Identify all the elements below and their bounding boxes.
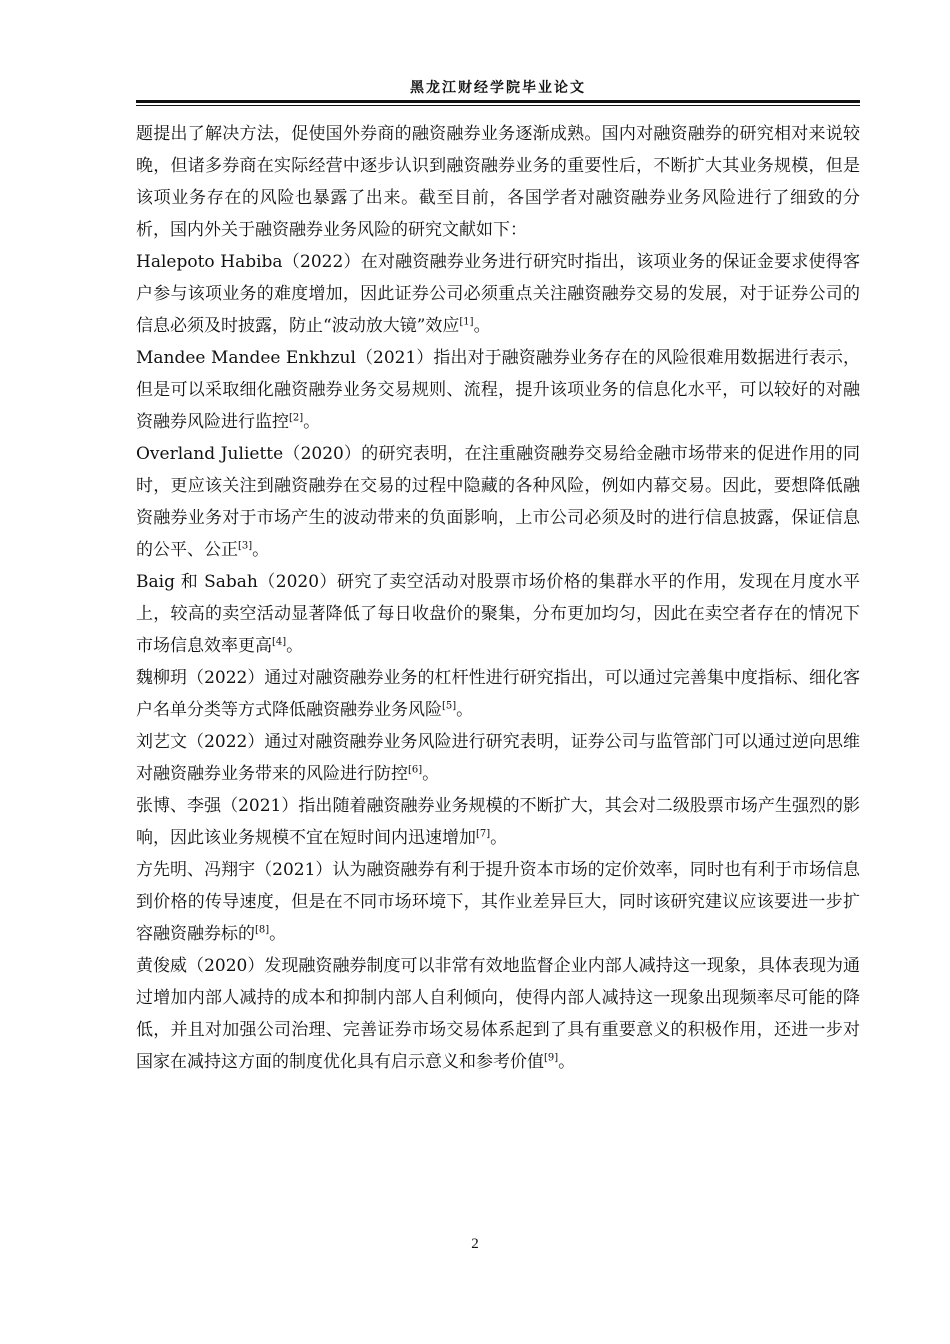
paragraph-end: 。 xyxy=(456,700,474,720)
citation-mark: [1] xyxy=(459,316,474,328)
paragraph-ref-9 xyxy=(136,950,860,1078)
citation-mark: [3] xyxy=(238,540,253,552)
paragraph-end: 。 xyxy=(422,764,440,784)
paragraph-text: Overland Juliette（2020）的研究表明，在注重融资融券交易给金融市场带来的促进作用的同时，更应该关注到融资融券在交易的过程中隐藏的各种风险，例如内幕交易。因此，要想降低融资融券业务对于市场产生的波动带来的负面影响，上市公司必须及时的进行信息披露，保证信息的公平、公正 xyxy=(136,444,860,560)
citation-mark: [8] xyxy=(255,924,270,936)
paragraph-ref-8 xyxy=(136,854,860,950)
paragraph-intro xyxy=(136,118,860,246)
header-divider-thick xyxy=(136,100,860,103)
citation-mark: [6] xyxy=(408,764,423,776)
paragraph-ref-6 xyxy=(136,726,860,790)
paragraph-text: 方先明、冯翔宇（2021）认为融资融券有利于提升资本市场的定价效率，同时也有利于市场信息到价格的传导速度，但是在不同市场环境下，其作业差异巨大，同时该研究建议应该要进一步扩容融资融券标的 xyxy=(136,860,860,944)
paragraph-text: Mandee Mandee Enkhzul（2021）指出对于融资融券业务存在的风险很难用数据进行表示，但是可以采取细化融资融券业务交易规则、流程，提升该项业务的信息化水平，可以较好的对融资融券风险进行监控 xyxy=(136,348,860,432)
paragraph-text: Halepoto Habiba（2022）在对融资融券业务进行研究时指出，该项业务的保证金要求使得客户参与该项业务的难度增加，因此证券公司必须重点关注融资融券交易的发展，对于证券公司的信息必须及时披露，防止“波动放大镜”效应 xyxy=(136,252,860,336)
page-number: 2 xyxy=(471,1236,479,1252)
paragraph-ref-4 xyxy=(136,566,860,662)
citation-mark: [9] xyxy=(544,1052,559,1064)
paragraph-end: 。 xyxy=(252,540,270,560)
paragraph-end: 。 xyxy=(286,636,304,656)
paragraph-ref-7 xyxy=(136,790,860,854)
paragraph-ref-5 xyxy=(136,662,860,726)
citation-mark: [2] xyxy=(289,412,304,424)
paragraph-text: 张博、李强（2021）指出随着融资融券业务规模的不断扩大，其会对二级股票市场产生强烈的影响，因此该业务规模不宜在短时间内迅速增加 xyxy=(136,796,860,848)
paragraph-text: 魏柳玥（2022）通过对融资融券业务的杠杆性进行研究指出，可以通过完善集中度指标、细化客户名单分类等方式降低融资融券业务风险 xyxy=(136,668,860,720)
paragraph-text: 题提出了解决方法，促使国外券商的融资融券业务逐渐成熟。国内对融资融券的研究相对来说较晚，但诸多券商在实际经营中逐步认识到融资融券业务的重要性后，不断扩大其业务规模，但是该项业务存在的风险也暴露了出来。截至目前，各国学者对融资融券业务风险进行了细致的分析，国内外关于融资融券业务风险的研究文献如下： xyxy=(136,124,860,240)
paragraph-end: 。 xyxy=(558,1052,576,1072)
paragraph-text: Baig 和 Sabah（2020）研究了卖空活动对股票市场价格的集群水平的作用，发现在月度水平上，较高的卖空活动显著降低了每日收盘价的聚集，分布更加均匀，因此在卖空者存在的情况下市场信息效率更高 xyxy=(136,572,860,656)
page-header-title: 黑龙江财经学院毕业论文 xyxy=(410,80,586,96)
citation-mark: [5] xyxy=(442,700,457,712)
paragraph-end: 。 xyxy=(473,316,491,336)
citation-mark: [7] xyxy=(476,828,491,840)
paragraph-ref-3 xyxy=(136,438,860,566)
paragraph-end: 。 xyxy=(269,924,287,944)
citation-mark: [4] xyxy=(272,636,287,648)
paragraph-end: 。 xyxy=(303,412,321,432)
paragraph-end: 。 xyxy=(490,828,508,848)
paragraph-ref-2 xyxy=(136,342,860,438)
paragraph-text: 刘艺文（2022）通过对融资融券业务风险进行研究表明，证券公司与监管部门可以通过逆向思维对融资融券业务带来的风险进行防控 xyxy=(136,732,860,784)
paragraph-text: 黄俊威（2020）发现融资融券制度可以非常有效地监督企业内部人减持这一现象，具体表现为通过增加内部人减持的成本和抑制内部人自利倾向，使得内部人减持这一现象出现频率尽可能的降低，并且对加强公司治理、完善证券市场交易体系起到了具有重要意义的积极作用，还进一步对国家在减持这方面的制度优化具有启示意义和参考价值 xyxy=(136,956,860,1072)
body-text xyxy=(136,118,860,1078)
header-divider-thin xyxy=(136,105,860,106)
paragraph-ref-1 xyxy=(136,246,860,342)
